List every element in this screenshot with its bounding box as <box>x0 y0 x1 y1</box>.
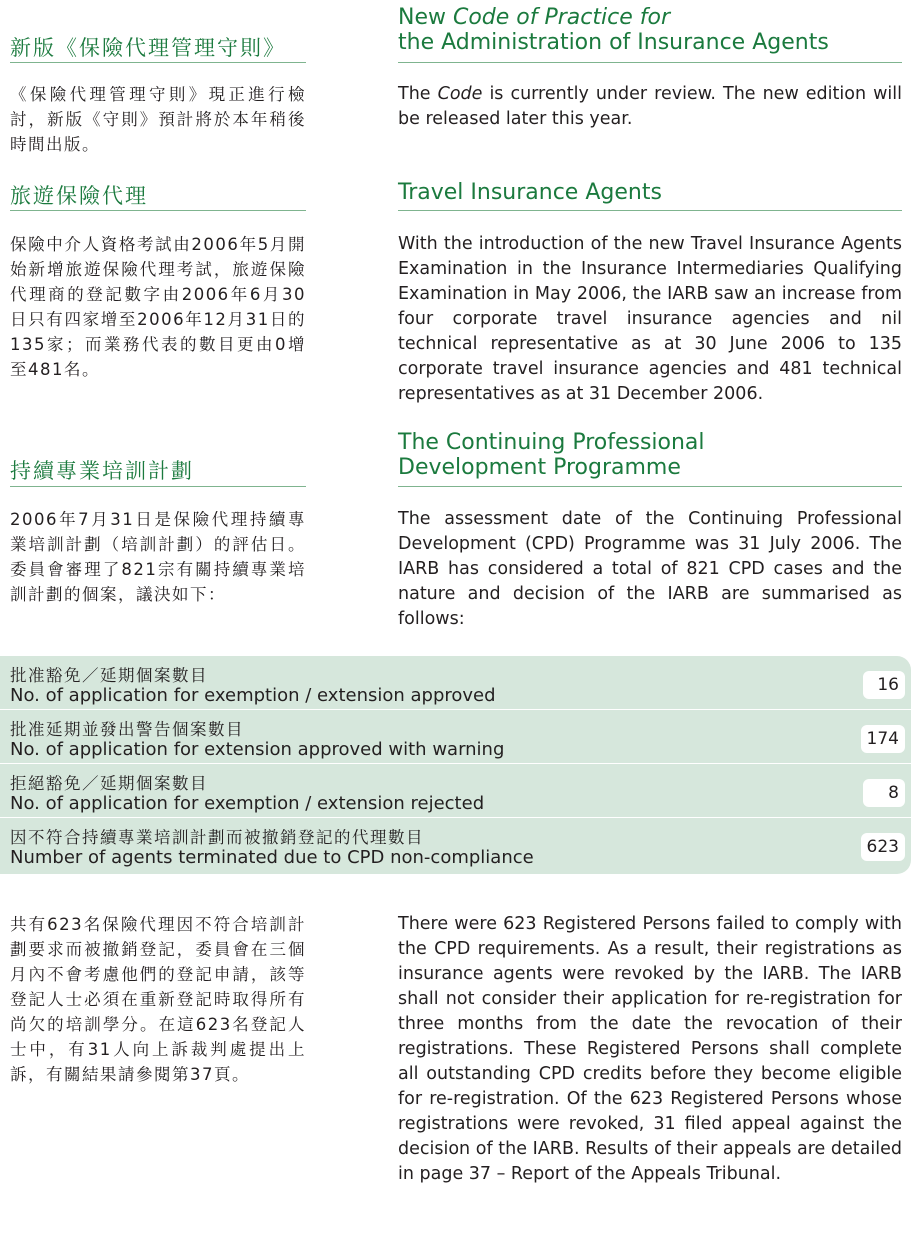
stat-value: 16 <box>863 671 905 699</box>
heading-cpd-en-line1: The Continuing Professional <box>398 430 705 455</box>
stat-label-en: No. of application for exemption / extension approved <box>10 685 496 706</box>
table-row <box>0 818 911 872</box>
heading-code-en <box>398 5 904 55</box>
stat-value: 623 <box>861 833 905 861</box>
stat-label-en: Number of agents terminated due to CPD non-compliance <box>10 847 534 868</box>
heading-cpd-zh: 持續專業培訓計劃 <box>10 459 194 483</box>
table-row <box>0 710 911 764</box>
cpd-body-en: The assessment date of the Continuing Professional Development (CPD) Programme was 31 July 2006. The IARB has considered a total of 821 CPD cases and the nature and decision of the IARB are summarised as follows: <box>398 509 902 629</box>
divider <box>10 210 306 211</box>
travel-body-en: With the introduction of the new Travel Insurance Agents Examination in the Insurance Intermediaries Qualifying Examination in May 2006, the IARB saw an increase from four corporate travel insurance agencies and nil technical representative as at 30 June 2006 to 135 corporate travel insurance agencies and 481 technical representatives as at 31 December 2006. <box>398 234 902 404</box>
travel-body-zh: 保險中介人資格考試由2006年5月開始新增旅遊保險代理考試，旅遊保險代理商的登記數字由2006年6月30日只有四家增至2006年12月31日的135家；而業務代表的數目更由0增至481名。 <box>10 235 306 379</box>
table-row <box>0 764 911 818</box>
code-body-zh: 《保險代理管理守則》現正進行檢討，新版《守則》預計將於本年稍後時間出版。 <box>10 85 306 154</box>
heading-travel-en: Travel Insurance Agents <box>398 180 662 205</box>
stat-value: 174 <box>861 725 905 753</box>
stat-label-zh: 批准延期並發出警告個案數目 <box>10 720 244 739</box>
stat-label-en: No. of application for exemption / extension rejected <box>10 793 485 814</box>
divider <box>398 486 902 487</box>
stat-label-zh: 批准豁免／延期個案數目 <box>10 666 208 685</box>
stat-label-en: No. of application for extension approved with warning <box>10 739 505 760</box>
cpd-body-zh: 2006年7月31日是保險代理持續專業培訓計劃（培訓計劃）的評估日。委員會審理了821宗有關持續專業培訓計劃的個案，議決如下： <box>10 510 306 604</box>
code-body-en: The Code is currently under review. The new edition will be released later this year. <box>398 84 902 129</box>
heading-travel-zh: 旅遊保險代理 <box>10 184 148 208</box>
stat-label-zh: 因不符合持續專業培訓計劃而被撤銷登記的代理數目 <box>10 828 424 847</box>
heading-code-en-line1: New Code of Practice for <box>398 5 670 30</box>
divider <box>398 210 902 211</box>
heading-cpd-en-line2: Development Programme <box>398 455 681 480</box>
stat-value: 8 <box>863 779 905 807</box>
divider <box>398 62 902 63</box>
heading-code-en-line2: the Administration of Insurance Agents <box>398 30 829 55</box>
divider <box>10 62 306 63</box>
revoked-body-zh: 共有623名保險代理因不符合培訓計劃要求而被撤銷登記，委員會在三個月內不會考慮他們的登記申請，該等登記人士必須在重新登記時取得所有尚欠的培訓學分。在這623名登記人士中，有31人向上訴裁判處提出上訴，有關結果請參閱第37頁。 <box>10 915 306 1084</box>
cpd-stats-table <box>0 656 911 874</box>
heading-cpd-en <box>398 430 904 480</box>
heading-code-zh: 新版《保險代理管理守則》 <box>10 36 286 60</box>
stat-label-zh: 拒絕豁免／延期個案數目 <box>10 774 208 793</box>
divider <box>10 486 306 487</box>
table-row <box>0 656 911 710</box>
revoked-body-en: There were 623 Registered Persons failed to comply with the CPD requirements. As a result, their registrations as insurance agents were revoked by the IARB. The IARB shall not consider their application for re-registration for three months from the date the revocation of their registrations. These Registered Persons shall complete all outstanding CPD credits before they become eligible for re-registration. Of the 623 Registered Persons whose registrations were revoked, 31 filed appeal against the decision of the IARB. Results of their appeals are detailed in page 37 – Report of the Appeals Tribunal. <box>398 914 902 1184</box>
